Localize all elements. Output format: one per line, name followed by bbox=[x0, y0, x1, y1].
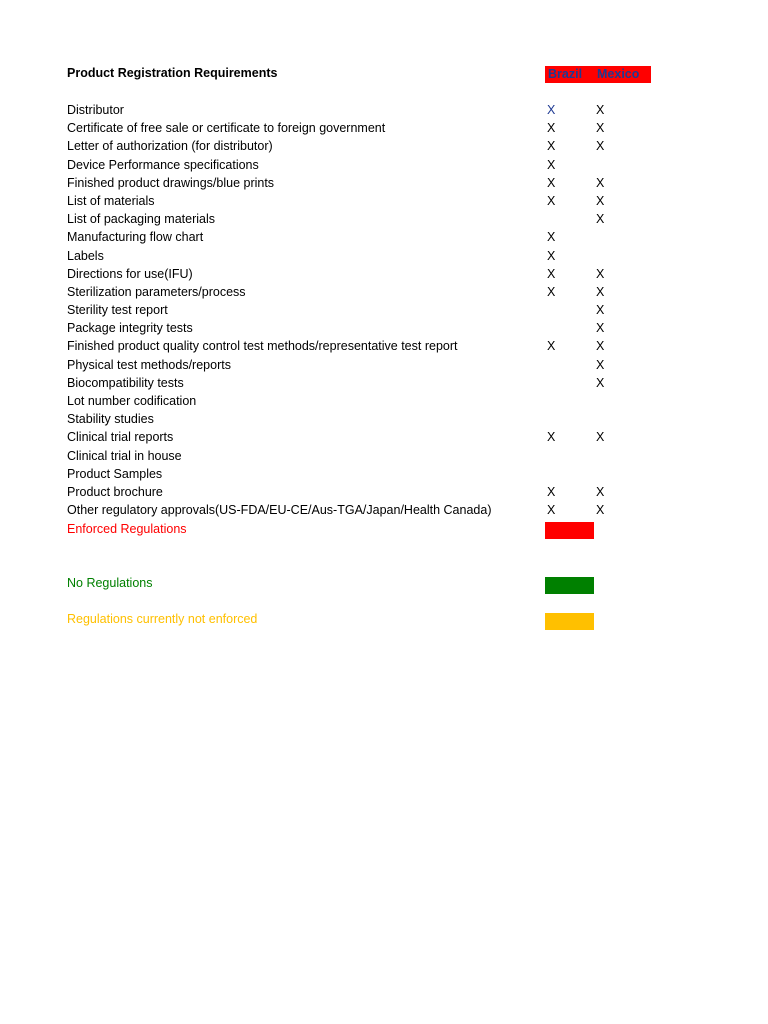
table-row bbox=[0, 247, 768, 265]
table-row bbox=[0, 228, 768, 246]
table-row bbox=[0, 356, 768, 374]
brazil-mark: X bbox=[547, 121, 556, 136]
mexico-mark: X bbox=[596, 321, 605, 336]
brazil-mark: X bbox=[547, 503, 556, 518]
table-row bbox=[0, 156, 768, 174]
table-row bbox=[0, 374, 768, 392]
mexico-mark: X bbox=[596, 375, 605, 390]
brazil-mark: X bbox=[547, 230, 556, 245]
requirement-label: Labels bbox=[67, 248, 104, 263]
brazil-mark: X bbox=[547, 430, 556, 445]
requirement-label: Directions for use(IFU) bbox=[67, 266, 193, 281]
table-row bbox=[0, 119, 768, 137]
requirement-label: Distributor bbox=[67, 103, 124, 117]
mexico-mark: X bbox=[596, 503, 605, 518]
table-row bbox=[0, 465, 768, 483]
mexico-mark: X bbox=[596, 430, 605, 445]
requirement-label: List of materials bbox=[67, 193, 155, 208]
requirement-label: Biocompatibility tests bbox=[67, 375, 184, 390]
brazil-mark: X bbox=[547, 175, 556, 190]
brazil-mark: X bbox=[547, 139, 556, 154]
legend-none-label: No Regulations bbox=[67, 576, 153, 590]
table-row bbox=[0, 101, 768, 119]
requirement-label: Product brochure bbox=[67, 484, 163, 499]
requirement-label: Lot number codification bbox=[67, 394, 197, 408]
requirement-label: Physical test methods/reports bbox=[67, 357, 231, 372]
table-row bbox=[0, 210, 768, 228]
mexico-mark: X bbox=[596, 121, 605, 136]
requirement-label: Finished product drawings/blue prints bbox=[67, 175, 275, 190]
legend-enforced-swatch bbox=[545, 522, 594, 539]
page-title: Product Registration Requirements bbox=[67, 66, 278, 80]
requirement-label: Product Samples bbox=[67, 466, 163, 481]
legend-none-swatch bbox=[545, 577, 594, 594]
requirement-label: List of packaging materials bbox=[67, 212, 215, 227]
table-row bbox=[0, 483, 768, 501]
requirement-label: Finished product quality control test methods/representative test report bbox=[67, 339, 458, 354]
requirement-label: Manufacturing flow chart bbox=[67, 230, 204, 245]
table-row bbox=[0, 410, 768, 428]
table-row bbox=[0, 137, 768, 155]
requirement-label: Letter of authorization (for distributor) bbox=[67, 139, 273, 154]
legend-not-enforced-label: Regulations currently not enforced bbox=[67, 612, 258, 626]
legend-not-enforced-swatch bbox=[545, 613, 594, 630]
mexico-mark: X bbox=[596, 139, 605, 154]
column-header-mexico: Mexico bbox=[594, 66, 651, 83]
brazil-mark: X bbox=[547, 157, 556, 172]
table-row bbox=[0, 283, 768, 301]
mexico-mark: X bbox=[596, 339, 605, 354]
requirement-label: Package integrity tests bbox=[67, 321, 193, 336]
table-row bbox=[0, 301, 768, 319]
mexico-mark: X bbox=[596, 303, 605, 318]
brazil-mark: X bbox=[547, 284, 556, 299]
legend-enforced-label: Enforced Regulations bbox=[67, 522, 187, 536]
table-row bbox=[0, 428, 768, 446]
mexico-mark: X bbox=[596, 193, 605, 208]
requirement-label: Clinical trial in house bbox=[67, 448, 182, 463]
mexico-mark: X bbox=[596, 103, 605, 117]
mexico-mark: X bbox=[596, 266, 605, 281]
table-row bbox=[0, 392, 768, 410]
brazil-mark: X bbox=[547, 266, 556, 281]
requirement-label: Certificate of free sale or certificate to foreign government bbox=[67, 121, 386, 136]
mexico-mark: X bbox=[596, 284, 605, 299]
brazil-mark: X bbox=[547, 103, 556, 117]
mexico-mark: X bbox=[596, 357, 605, 372]
requirements-table bbox=[0, 101, 768, 519]
requirement-label: Stability studies bbox=[67, 412, 154, 427]
table-row bbox=[0, 265, 768, 283]
table-row bbox=[0, 174, 768, 192]
brazil-mark: X bbox=[547, 193, 556, 208]
mexico-mark: X bbox=[596, 484, 605, 499]
table-row bbox=[0, 192, 768, 210]
table-row bbox=[0, 501, 768, 519]
requirement-label: Device Performance specifications bbox=[67, 157, 259, 172]
mexico-mark: X bbox=[596, 175, 605, 190]
table-row bbox=[0, 319, 768, 337]
brazil-mark: X bbox=[547, 248, 556, 263]
mexico-mark: X bbox=[596, 212, 605, 227]
brazil-mark: X bbox=[547, 339, 556, 354]
brazil-mark: X bbox=[547, 484, 556, 499]
requirement-label: Sterility test report bbox=[67, 303, 168, 318]
column-header-brazil: Brazil bbox=[545, 66, 594, 83]
requirement-label: Sterilization parameters/process bbox=[67, 284, 246, 299]
requirement-label: Other regulatory approvals(US-FDA/EU-CE/Aus-TGA/Japan/Health Canada) bbox=[67, 503, 492, 518]
table-row bbox=[0, 447, 768, 465]
table-row bbox=[0, 337, 768, 355]
requirement-label: Clinical trial reports bbox=[67, 430, 174, 445]
